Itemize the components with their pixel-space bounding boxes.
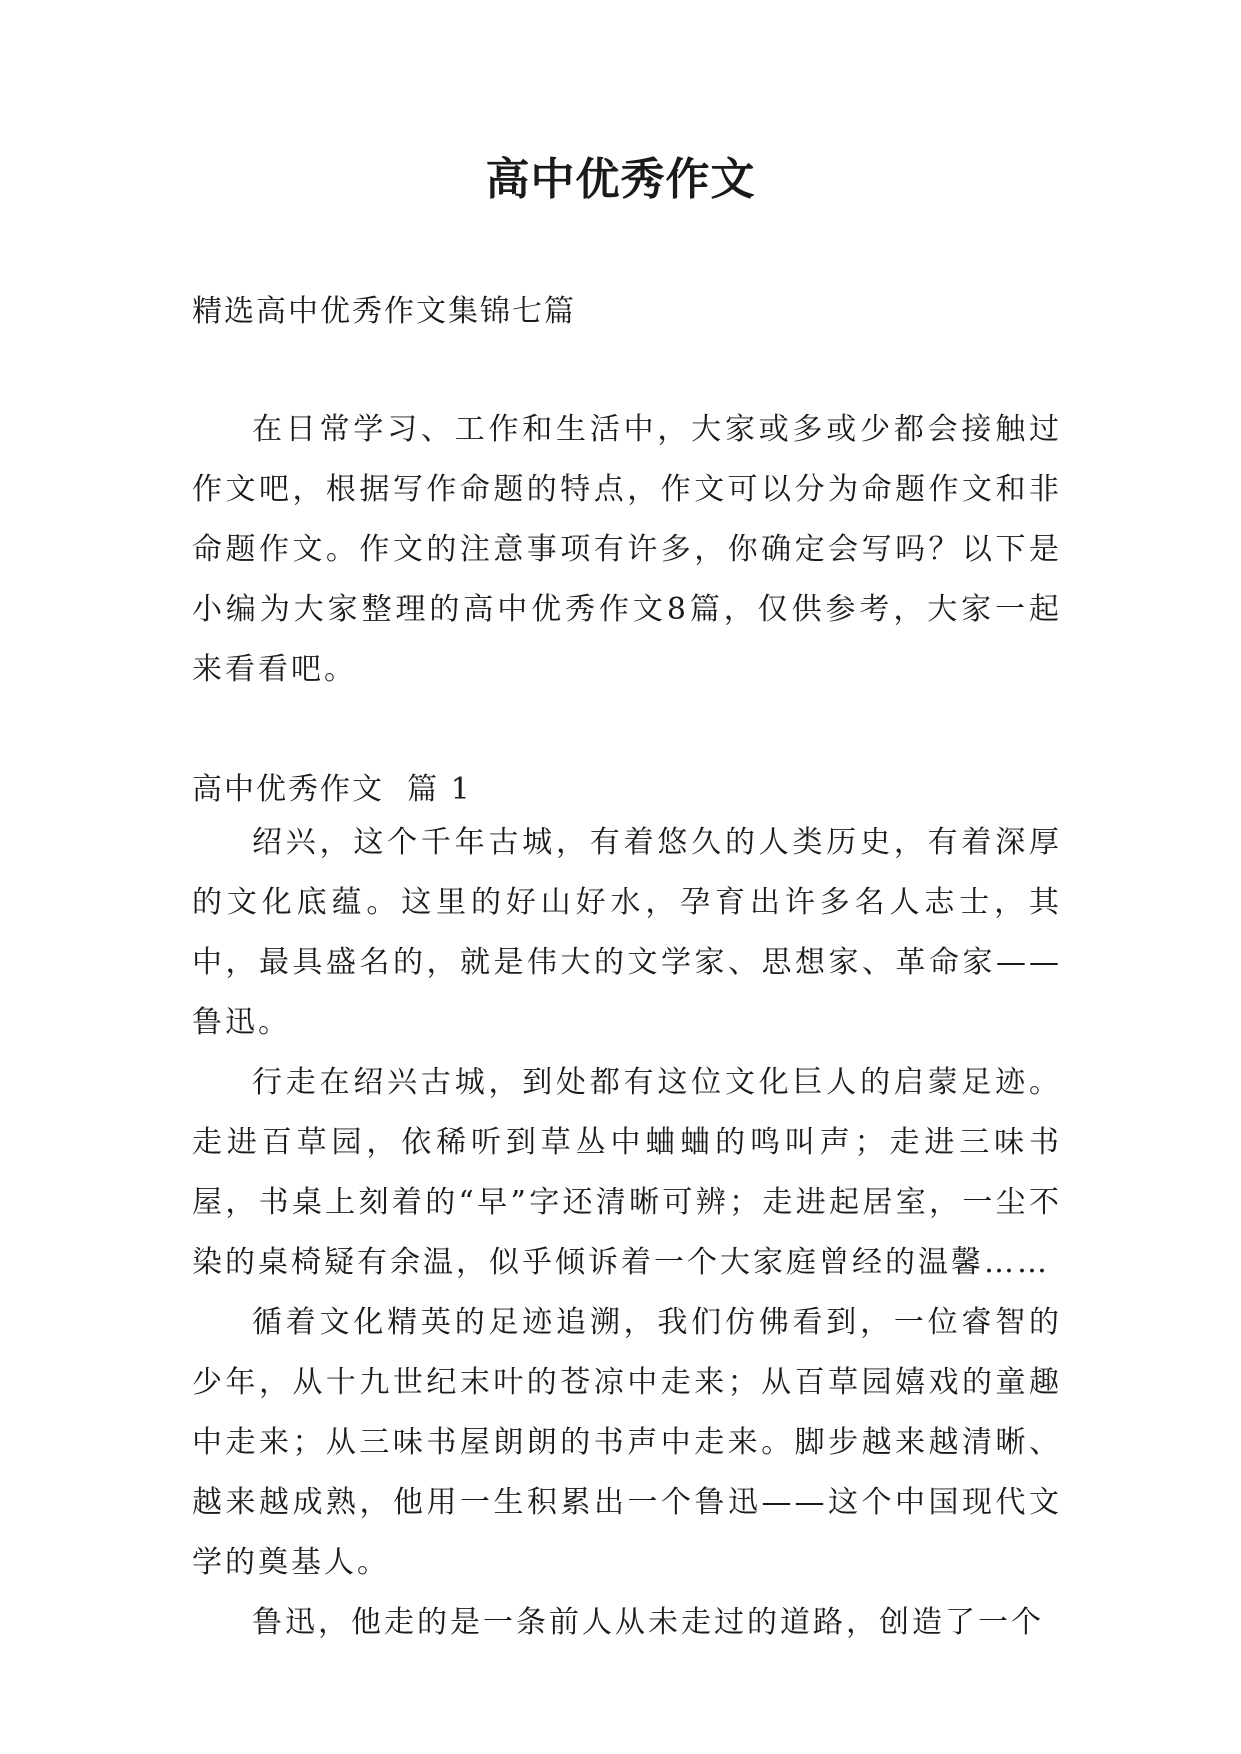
section-heading: 高中优秀作文 篇 1 [192,772,472,807]
essay-paragraph-2: 行走在绍兴古城，到处都有这位文化巨人的启蒙足迹。走进百草园，依稀听到草丛中蛐蛐的鸣叫声；走进三味书屋，书桌上刻着的“早”字还清晰可辨；走进起居室，一尘不染的桌椅疑有余温，似乎倾诉着一个大家庭曾经的温馨…… [192,1065,1062,1280]
essay-body [192,813,1062,1653]
essay-paragraph-3: 循着文化精英的足迹追溯，我们仿佛看到，一位睿智的少年，从十九世纪末叶的苍凉中走来；从百草园嬉戏的童趣中走来；从三味书屋朗朗的书声中走来。脚步越来越清晰、越来越成熟，他用一生积累出一个鲁迅——这个中国现代文学的奠基人。 [192,1305,1062,1580]
essay-paragraph-1: 绍兴，这个千年古城，有着悠久的人类历史，有着深厚的文化底蕴。这里的好山好水，孕育出许多名人志士，其中，最具盛名的，就是伟大的文学家、思想家、革命家——鲁迅。 [192,825,1062,1040]
document-subtitle: 精选高中优秀作文集锦七篇 [192,294,576,329]
document-title: 高中优秀作文 [485,154,756,205]
intro-block [192,400,1062,700]
intro-paragraph: 在日常学习、工作和生活中，大家或多或少都会接触过作文吧，根据写作命题的特点，作文可以分为命题作文和非命题作文。作文的注意事项有许多，你确定会写吗？以下是小编为大家整理的高中优秀作文8篇，仅供参考，大家一起来看看吧。 [192,412,1062,687]
essay-paragraph-4: 鲁迅，他走的是一条前人从未走过的道路，创造了一个 [252,1605,1044,1640]
